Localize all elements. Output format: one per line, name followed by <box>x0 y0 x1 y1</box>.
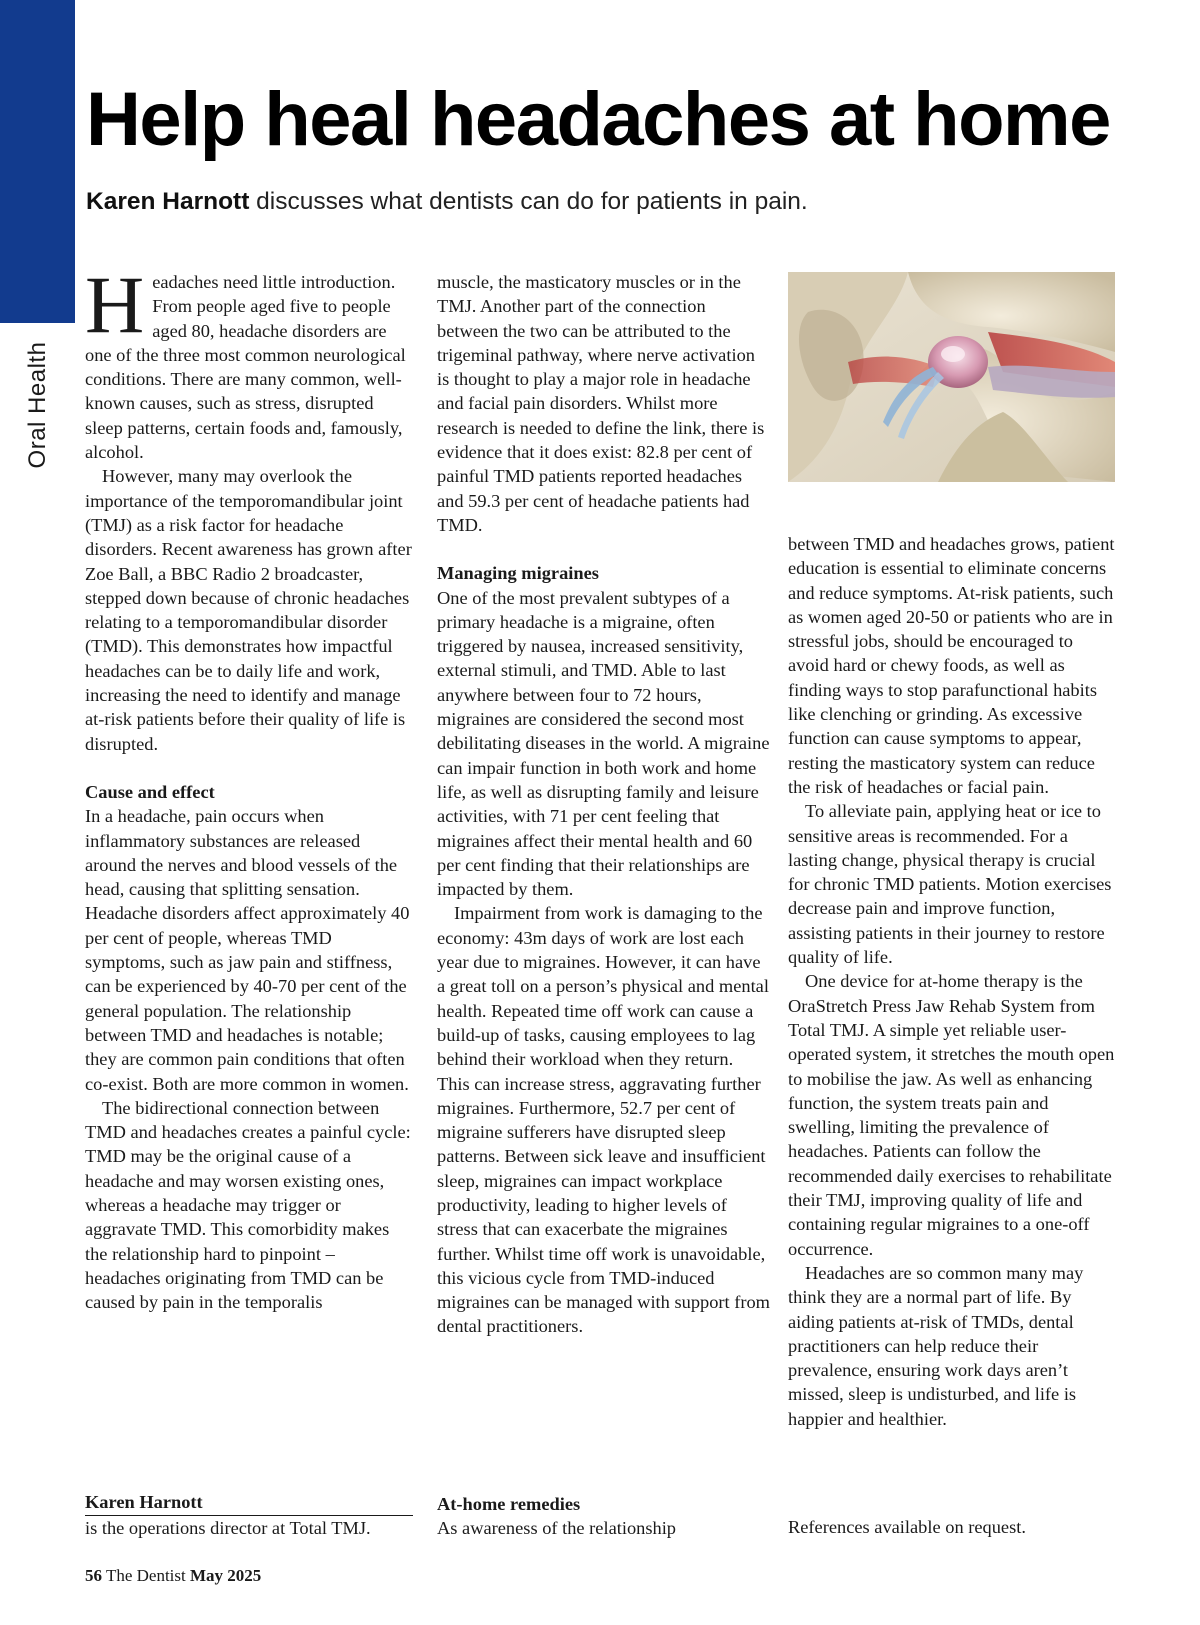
paragraph-awareness: between TMD and headaches grows, patient education is essential to eliminate concerns and reduce symptoms. At-risk patients, such as women aged 20-50 or patients who are in stressful jobs, should be encouraged to avoid hard or chewy foods, as well as finding ways to stop parafunctional habits like clenching or grinding. As excessive function can cause symptoms to appear, resting the masticatory system can reduce the risk of headaches or facial pain. <box>788 534 1115 797</box>
section-label-text: Oral Health <box>24 341 51 469</box>
bio-author-name: Karen Harnott <box>85 1490 413 1516</box>
page-footer <box>85 1566 261 1586</box>
column-2-end <box>437 1492 770 1541</box>
section-color-tab <box>0 0 75 323</box>
references-note: References available on request. <box>788 1517 1026 1537</box>
paragraph-orastretch: One device for at-home therapy is the OraStretch Press Jaw Rehab System from Total TMJ. A simple yet reliable user-operated system, it stretches the mouth open to mobilise the jaw. As well as enhancing function, the system treats pain and swelling, limiting the prevalence of headaches. Patients can follow the recommended daily exercises to rehabilitate their TMJ, improving quality of life and containing regular migraines to a one-off occurrence. <box>788 971 1115 1259</box>
subheading-managing-migraines: Managing migraines <box>437 563 599 584</box>
article-column-1 <box>85 259 413 1314</box>
standfirst-text: discusses what dentists can do for patients in pain. <box>249 188 808 215</box>
article-column-3 <box>788 532 1116 1431</box>
page-number: 56 <box>85 1566 102 1585</box>
tmj-illustration-svg <box>788 272 1115 482</box>
paragraph-conclusion: Headaches are so common many may think they are a normal part of life. By aiding patients at-risk of TMDs, dental practitioners can help reduce their prevalence, ensuring work days aren’t missed, sleep is undisturbed, and life is happier and healthier. <box>788 1262 1084 1429</box>
intro-text: eadaches need little introduction. From people aged five to people aged 80, headache disorders are one of the three most common neurological conditions. There are many common, well-known causes, such as stress, disrupted sleep patterns, certain foods and, famously, alcohol. <box>85 272 406 463</box>
subheading-cause-and-effect: Cause and effect <box>85 781 215 802</box>
subheading-at-home-remedies: At-home remedies <box>437 1494 581 1514</box>
standfirst <box>86 188 808 216</box>
paragraph-work-impairment: Impairment from work is damaging to the economy: 43m days of work are lost each year due to migraines. However, it can have a great toll on a person’s physical and mental health. Repeated time off work can cause a build-up of tasks, causing employees to lag behind their workload when they return. This can increase stress, aggravating further migraines. Furthermore, 52.7 per cent of migraine sufferers have disrupted sleep patterns. Between sick leave and insufficient sleep, migraines can impact workplace productivity, leading to higher levels of stress that can exacerbate the migraines further. Whilst time off work is unavoidable, this vicious cycle from TMD-induced migraines can be managed with support from dental practitioners. <box>437 903 770 1337</box>
paragraph-migraine-subtypes: One of the most prevalent subtypes of a primary headache is a migraine, often triggered by nausea, increased sensitivity, external stimuli, and TMD. Able to last anywhere between four to 72 hours, migraines are considered the second most debilitating diseases in the world. A migraine can impair function in both work and home life, as well as disrupting family and leisure activities, with 71 per cent feeling that migraines affect their mental health and 60 per cent finding that their relationships are impacted by them. <box>437 587 770 900</box>
drop-cap: H <box>85 259 145 350</box>
section-label <box>8 330 68 480</box>
issue-date: May 2025 <box>190 1566 262 1585</box>
publication-name: The Dentist <box>105 1566 186 1585</box>
tmj-illustration <box>788 272 1115 482</box>
article-column-2 <box>437 270 770 1339</box>
paragraph-alleviate-pain: To alleviate pain, applying heat or ice to sensitive areas is recommended. For a lasting change, physical therapy is crucial for chronic TMD patients. Motion exercises decrease pain and improve function, assisting patients in their journey to restore quality of life. <box>788 801 1112 968</box>
intro-paragraph <box>85 259 413 464</box>
paragraph-tmj-risk: However, many may overlook the importance of the temporomandibular joint (TMJ) as a risk factor for headache disorders. Recent awareness has grown after Zoe Ball, a BBC Radio 2 broadcaster, stepped down because of chronic headaches relating to a temporomandibular disorder (TMD). This demonstrates how impactful headaches can be to daily life and work, increasing the need to identify and manage at-risk patients before their quality of life is disrupted. <box>85 466 412 754</box>
article-headline: Help heal headaches at home <box>86 77 1110 162</box>
paragraph-awareness-start: As awareness of the relationship <box>437 1518 677 1539</box>
bio-text: is the operations director at Total TMJ. <box>85 1518 371 1539</box>
author-bio <box>85 1490 413 1541</box>
paragraph-bidirectional-cont: muscle, the masticatory muscles or in the TMJ. Another part of the connection between the two can be attributed to the trigeminal pathway, where nerve activation is thought to play a major role in headache and facial pain disorders. Whilst more research is needed to define the link, there is evidence that it does exist: 82.8 per cent of painful TMD patients reported headaches and 59.3 per cent of headache patients had TMD. <box>437 272 765 535</box>
paragraph-bidirectional: The bidirectional connection between TMD and headaches creates a painful cycle: TMD may be the original cause of a headache and may worsen existing ones, whereas a headache may trigger or aggravate TMD. This comorbidity makes the relationship hard to pinpoint – headaches originating from TMD can be caused by pain in the temporalis <box>85 1097 411 1313</box>
paragraph-cause: In a headache, pain occurs when inflammatory substances are released around the nerves and blood vessels of the head, causing that splitting sensation. Headache disorders affect approximately 40 per cent of people, whereas TMD symptoms, such as jaw pain and stiffness, can be experienced by 40-70 per cent of the general population. The relationship between TMD and headaches is notable; they are common pain conditions that often co-exist. Both are more common in women. <box>85 806 410 1094</box>
standfirst-author: Karen Harnott <box>86 188 250 215</box>
